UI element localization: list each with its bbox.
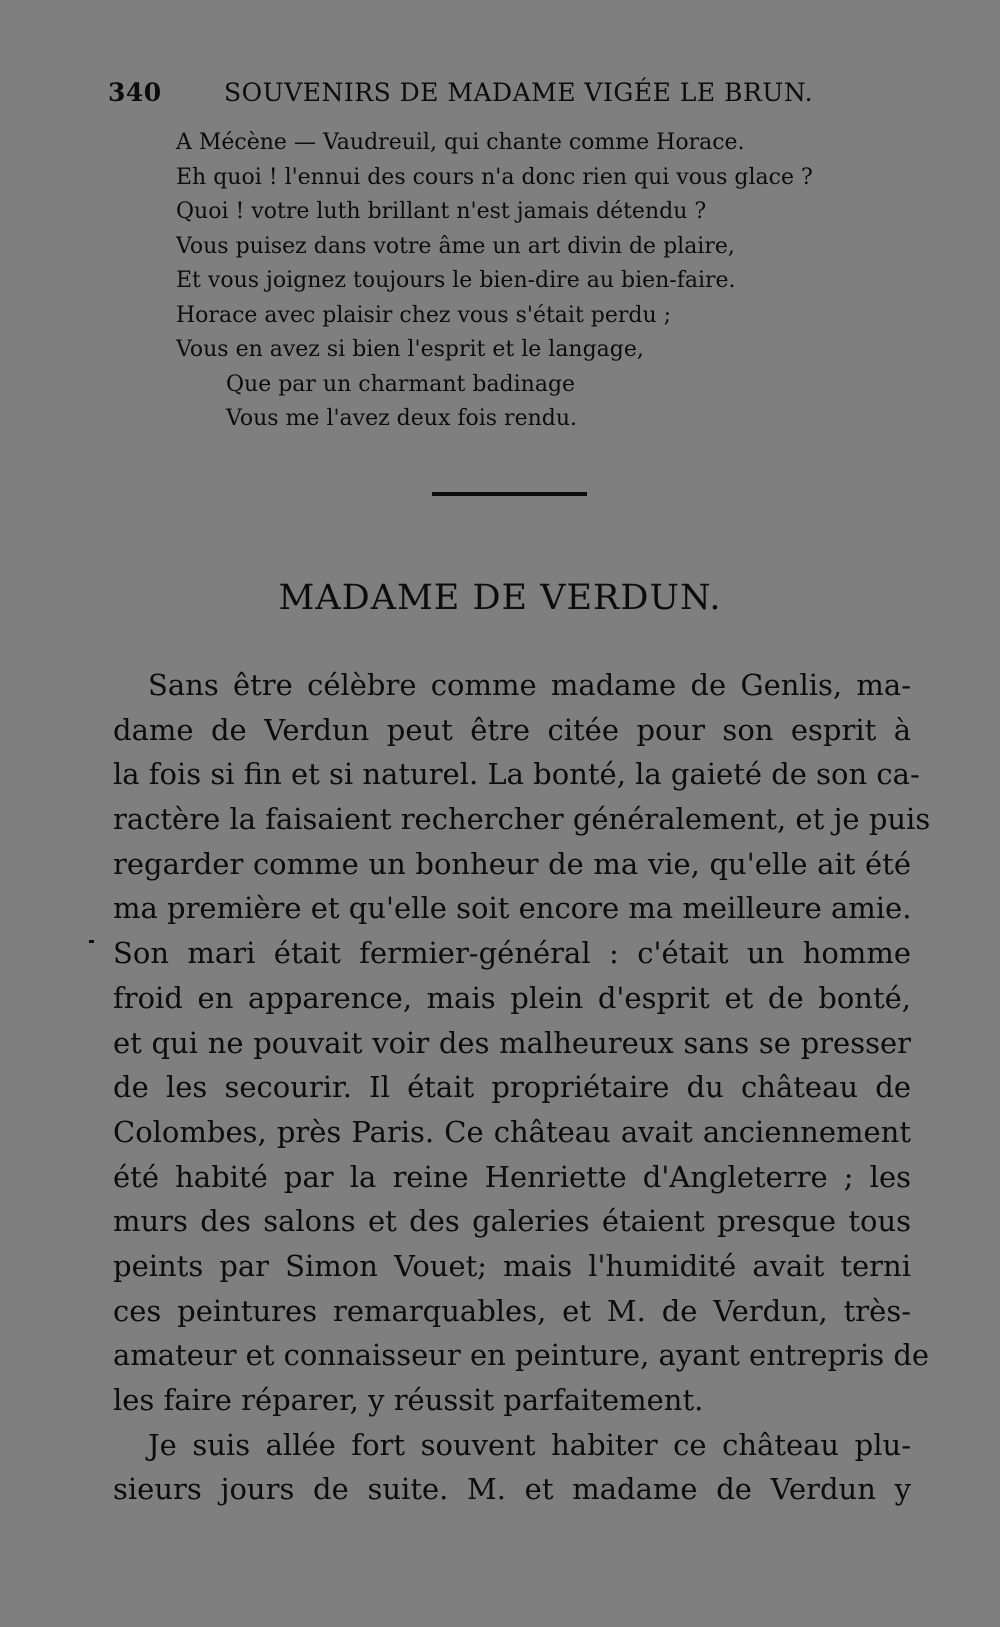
body-line: amateur et connaisseur en peinture, ayant entrepris de — [113, 1338, 930, 1373]
body-line: ces peintures remarquables, et M. de Verdun, très- — [113, 1293, 911, 1328]
poem-block — [176, 126, 876, 437]
body-paragraphs — [113, 663, 931, 1512]
poem-line: Quoi ! votre luth brillant n'est jamais détendu ? — [176, 199, 707, 224]
poem-line: Horace avec plaisir chez vous s'était perdu ; — [176, 302, 672, 328]
poem-line: A Mécène — Vaudreuil, qui chante comme Horace. — [176, 130, 745, 155]
body-line: regarder comme un bonheur de ma vie, qu'elle ait été — [113, 846, 911, 881]
section-title: MADAME DE VERDUN. — [278, 578, 722, 618]
body-line: de les secourir. Il était propriétaire du château de — [113, 1070, 911, 1105]
section-divider — [432, 492, 587, 496]
body-line: sieurs jours de suite. M. et madame de Verdun y — [113, 1472, 911, 1507]
body-line: Son mari était fermier-général : c'était un homme — [113, 936, 911, 971]
print-speck — [89, 940, 94, 943]
body-line: Je suis allée fort souvent habiter ce château plu- — [148, 1427, 911, 1462]
poem-line: Que par un charmant badinage — [226, 371, 576, 397]
poem-line: Vous en avez si bien l'esprit et le langage, — [176, 337, 644, 362]
poem-line: Et vous joignez toujours le bien-dire au bien-faire. — [176, 268, 736, 293]
running-title: SOUVENIRS DE MADAME VIGÉE LE BRUN. — [224, 78, 814, 107]
poem-line: Vous me l'avez deux fois rendu. — [226, 406, 578, 431]
body-line: et qui ne pouvait voir des malheureux sans se presser — [113, 1025, 911, 1060]
body-line: froid en apparence, mais plein d'esprit et de bonté, — [113, 980, 911, 1015]
body-line: ma première et qu'elle soit encore ma meilleure amie. — [113, 891, 912, 926]
body-line: Colombes, près Paris. Ce château avait anciennement — [113, 1114, 911, 1149]
body-line: dame de Verdun peut être citée pour son esprit à — [113, 712, 911, 747]
body-line: murs des salons et des galeries étaient presque tous — [113, 1204, 911, 1239]
poem-line: Vous puisez dans votre âme un art divin de plaire, — [176, 233, 735, 259]
body-line: peints par Simon Vouet; mais l'humidité avait terni — [113, 1248, 911, 1283]
body-line: ractère la faisaient rechercher généralement, et je puis — [113, 802, 931, 837]
body-line: la fois si fin et si naturel. La bonté, la gaieté de son ca- — [113, 757, 920, 792]
running-header — [108, 78, 878, 112]
body-line: Sans être célèbre comme madame de Genlis, ma- — [148, 668, 911, 702]
poem-line: Eh quoi ! l'ennui des cours n'a donc rien qui vous glace ? — [176, 164, 813, 190]
body-line: les faire réparer, y réussit parfaitement. — [113, 1383, 704, 1417]
page-number: 340 — [108, 78, 162, 107]
body-line: été habité par la reine Henriette d'Angleterre ; les — [113, 1159, 911, 1194]
